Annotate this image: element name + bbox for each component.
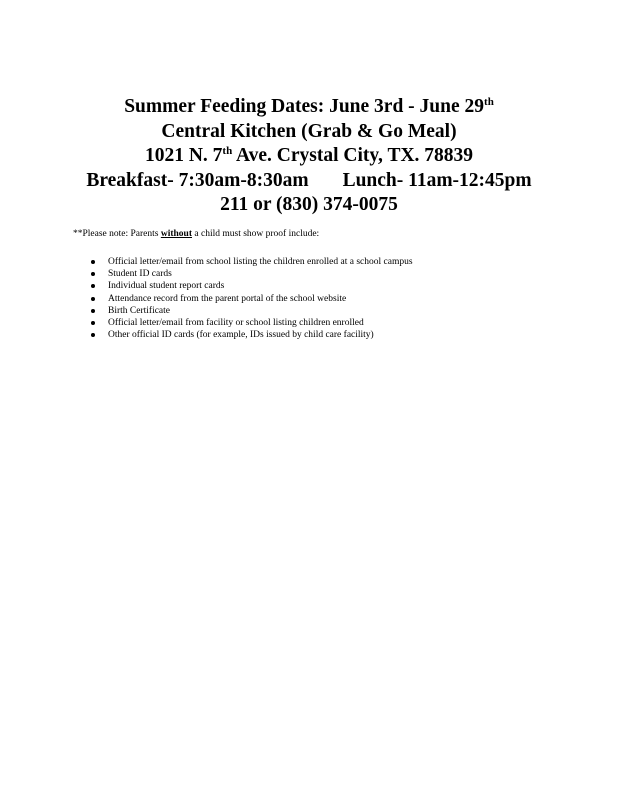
bullet-icon (91, 309, 95, 313)
list-item-text: Attendance record from the parent portal of the school website (108, 293, 347, 304)
list-item-text: Official letter/email from school listing the children enrolled at a school campus (108, 257, 413, 267)
list-item (91, 305, 413, 317)
list-item-text: Other official ID cards (for example, IDs issued by child care facility) (108, 330, 374, 341)
proof-list (91, 256, 413, 341)
bullet-icon (91, 284, 95, 288)
list-item (91, 293, 413, 305)
list-item-text: Student ID cards (108, 269, 172, 280)
bullet-icon (91, 321, 95, 325)
list-item-text: Individual student report cards (108, 281, 225, 292)
bullet-icon (91, 297, 95, 301)
list-item (91, 317, 413, 329)
address-rest: Ave. Crystal City, TX. 78839 (232, 145, 474, 166)
address-number: 1021 N. 7 (144, 145, 223, 166)
bullet-icon (91, 272, 95, 276)
location-name-line: Central Kitchen (Grab & Go Meal) (161, 120, 457, 142)
list-item-text: Birth Certificate (108, 305, 170, 316)
note-prefix: **Please note: Parents (73, 229, 161, 239)
breakfast-time: Breakfast- 7:30am-8:30am (86, 169, 309, 191)
list-item-text: Official letter/email from facility or school listing children enrolled (108, 318, 364, 329)
proof-note (73, 228, 319, 240)
bullet-icon (91, 260, 95, 264)
feeding-dates-line (0, 95, 618, 120)
list-item (91, 329, 413, 341)
list-item (91, 268, 413, 280)
bullet-icon (91, 333, 95, 337)
ordinal-suffix: th (222, 145, 233, 157)
lunch-time: Lunch- 11am-12:45pm (342, 169, 532, 191)
list-item (91, 280, 413, 292)
list-item (91, 256, 413, 268)
feeding-dates-text: Summer Feeding Dates: June 3rd - June 29 (124, 96, 485, 117)
flyer-heading (0, 95, 618, 218)
note-emphasis: without (160, 229, 193, 239)
ordinal-suffix: th (484, 96, 494, 108)
meal-times-line (0, 169, 618, 194)
address-line (0, 144, 618, 169)
note-suffix: a child must show proof include: (192, 229, 320, 239)
phone-line: 211 or (830) 374-0075 (220, 194, 398, 215)
